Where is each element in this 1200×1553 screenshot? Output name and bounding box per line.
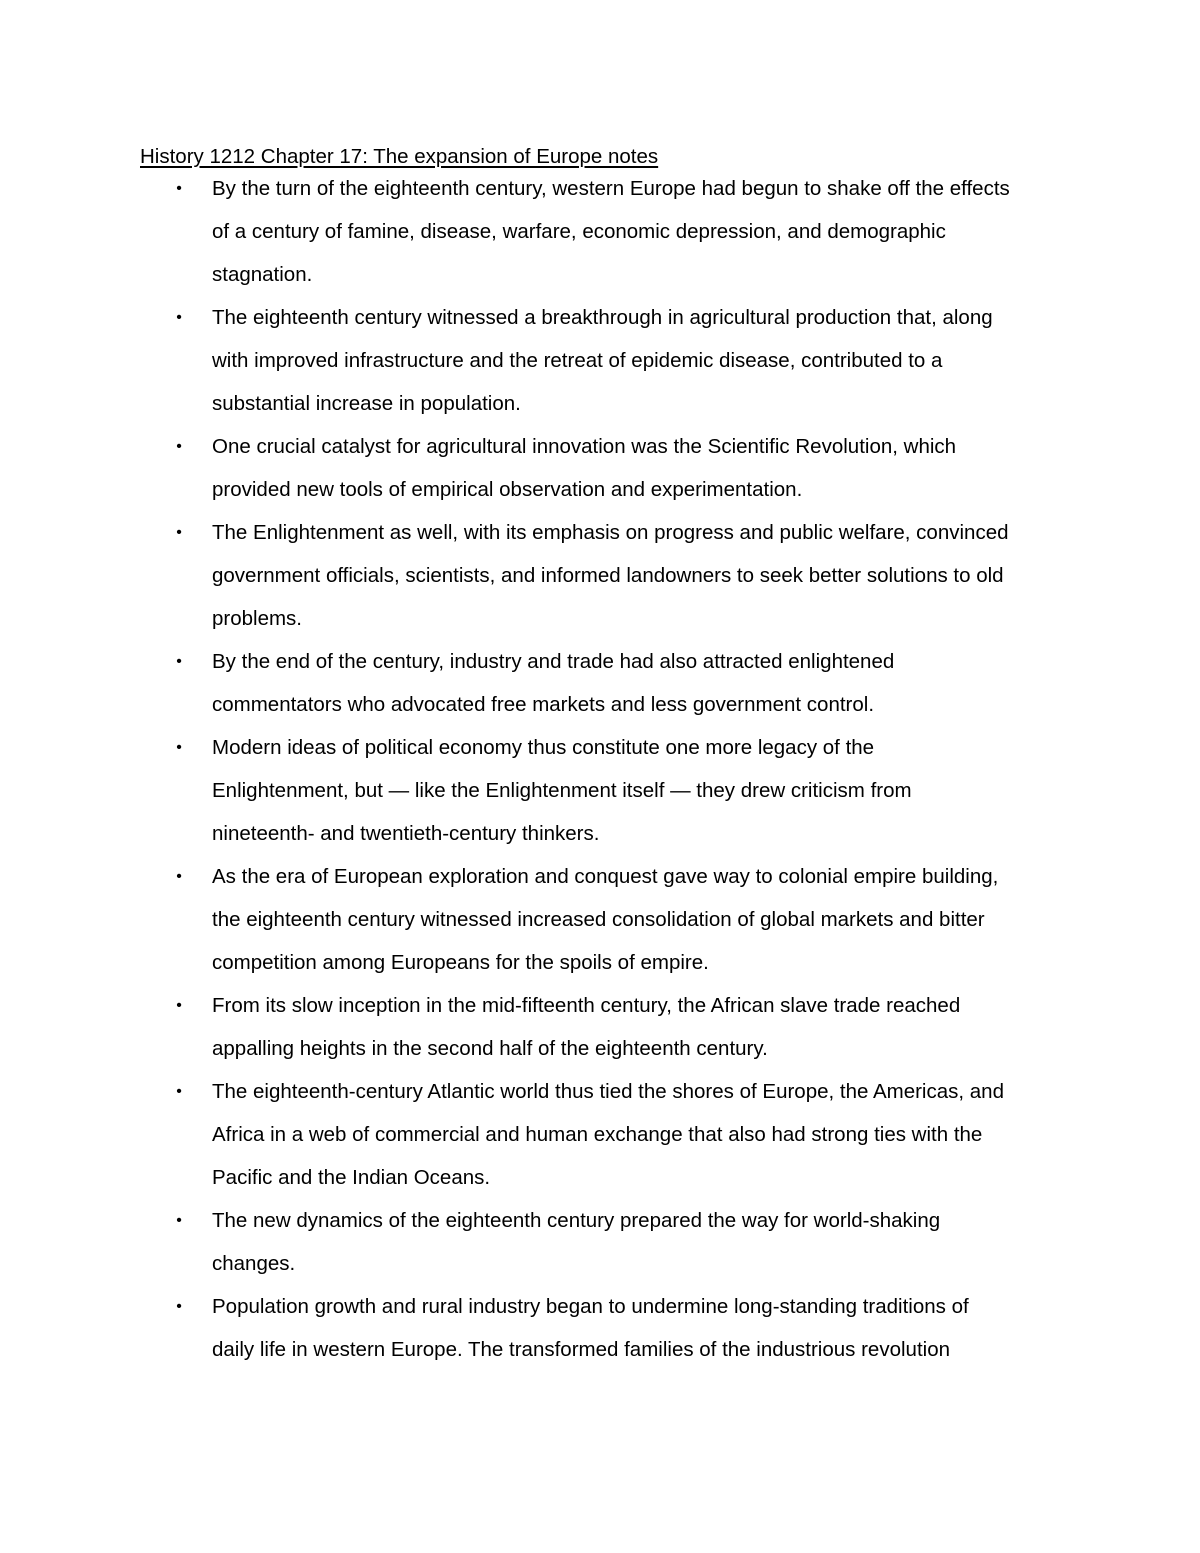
note-item — [0, 726, 1092, 855]
note-item — [0, 1199, 1092, 1285]
note-item — [0, 984, 1092, 1070]
note-line: Pacific and the Indian Oceans. — [212, 1166, 491, 1189]
note-line: nineteenth- and twentieth-century thinkers. — [212, 822, 600, 845]
note-item — [0, 855, 1092, 984]
note-line: Modern ideas of political economy thus constitute one more legacy of the — [212, 736, 875, 759]
note-line: The new dynamics of the eighteenth century prepared the way for world-shaking — [212, 1209, 941, 1232]
note-item — [0, 640, 1092, 726]
note-item — [0, 167, 1092, 296]
note-line: commentators who advocated free markets and less government control. — [212, 693, 875, 716]
note-line: provided new tools of empirical observation and experimentation. — [212, 478, 803, 501]
bullet-icon: • — [176, 180, 182, 197]
note-line: changes. — [212, 1252, 296, 1275]
note-line: government officials, scientists, and informed landowners to seek better solutions to old — [212, 564, 1004, 587]
document-title: History 1212 Chapter 17: The expansion of Europe notes — [140, 145, 659, 168]
note-item — [0, 296, 1092, 425]
notes-list — [0, 167, 1200, 1371]
note-line: of a century of famine, disease, warfare, economic depression, and demographic — [212, 220, 946, 243]
note-line: appalling heights in the second half of the eighteenth century. — [212, 1037, 768, 1060]
note-item — [0, 1285, 1092, 1371]
note-line: From its slow inception in the mid-fifteenth century, the African slave trade reached — [212, 994, 961, 1017]
note-item — [0, 511, 1092, 640]
bullet-icon: • — [176, 438, 182, 455]
note-item — [0, 1070, 1092, 1199]
note-line: Africa in a web of commercial and human exchange that also had strong ties with the — [212, 1123, 983, 1146]
bullet-icon: • — [176, 739, 182, 756]
note-line: The eighteenth century witnessed a breakthrough in agricultural production that, along — [212, 306, 993, 329]
note-line: Enlightenment, but — like the Enlightenment itself — they drew criticism from — [212, 779, 912, 802]
note-line: stagnation. — [212, 263, 313, 286]
bullet-icon: • — [176, 309, 182, 326]
bullet-icon: • — [176, 653, 182, 670]
note-line: One crucial catalyst for agricultural innovation was the Scientific Revolution, which — [212, 435, 957, 458]
bullet-icon: • — [176, 1298, 182, 1315]
note-line: competition among Europeans for the spoils of empire. — [212, 951, 709, 974]
note-line: The Enlightenment as well, with its emphasis on progress and public welfare, convinced — [212, 521, 1009, 544]
bullet-icon: • — [176, 524, 182, 541]
bullet-icon: • — [176, 1083, 182, 1100]
note-line: substantial increase in population. — [212, 392, 521, 415]
note-line: Population growth and rural industry began to undermine long-standing traditions of — [212, 1295, 969, 1318]
note-line: As the era of European exploration and conquest gave way to colonial empire building, — [212, 865, 999, 888]
note-line: daily life in western Europe. The transformed families of the industrious revolution — [212, 1338, 950, 1361]
note-line: By the end of the century, industry and trade had also attracted enlightened — [212, 650, 895, 673]
note-item — [0, 425, 1092, 511]
note-line: By the turn of the eighteenth century, western Europe had begun to shake off the effects — [212, 177, 1010, 200]
bullet-icon: • — [176, 997, 182, 1014]
note-line: problems. — [212, 607, 303, 630]
bullet-icon: • — [176, 868, 182, 885]
note-line: The eighteenth-century Atlantic world thus tied the shores of Europe, the Americas, and — [212, 1080, 1004, 1103]
bullet-icon: • — [176, 1212, 182, 1229]
note-line: with improved infrastructure and the retreat of epidemic disease, contributed to a — [212, 349, 943, 372]
note-line: the eighteenth century witnessed increased consolidation of global markets and bitter — [212, 908, 985, 931]
